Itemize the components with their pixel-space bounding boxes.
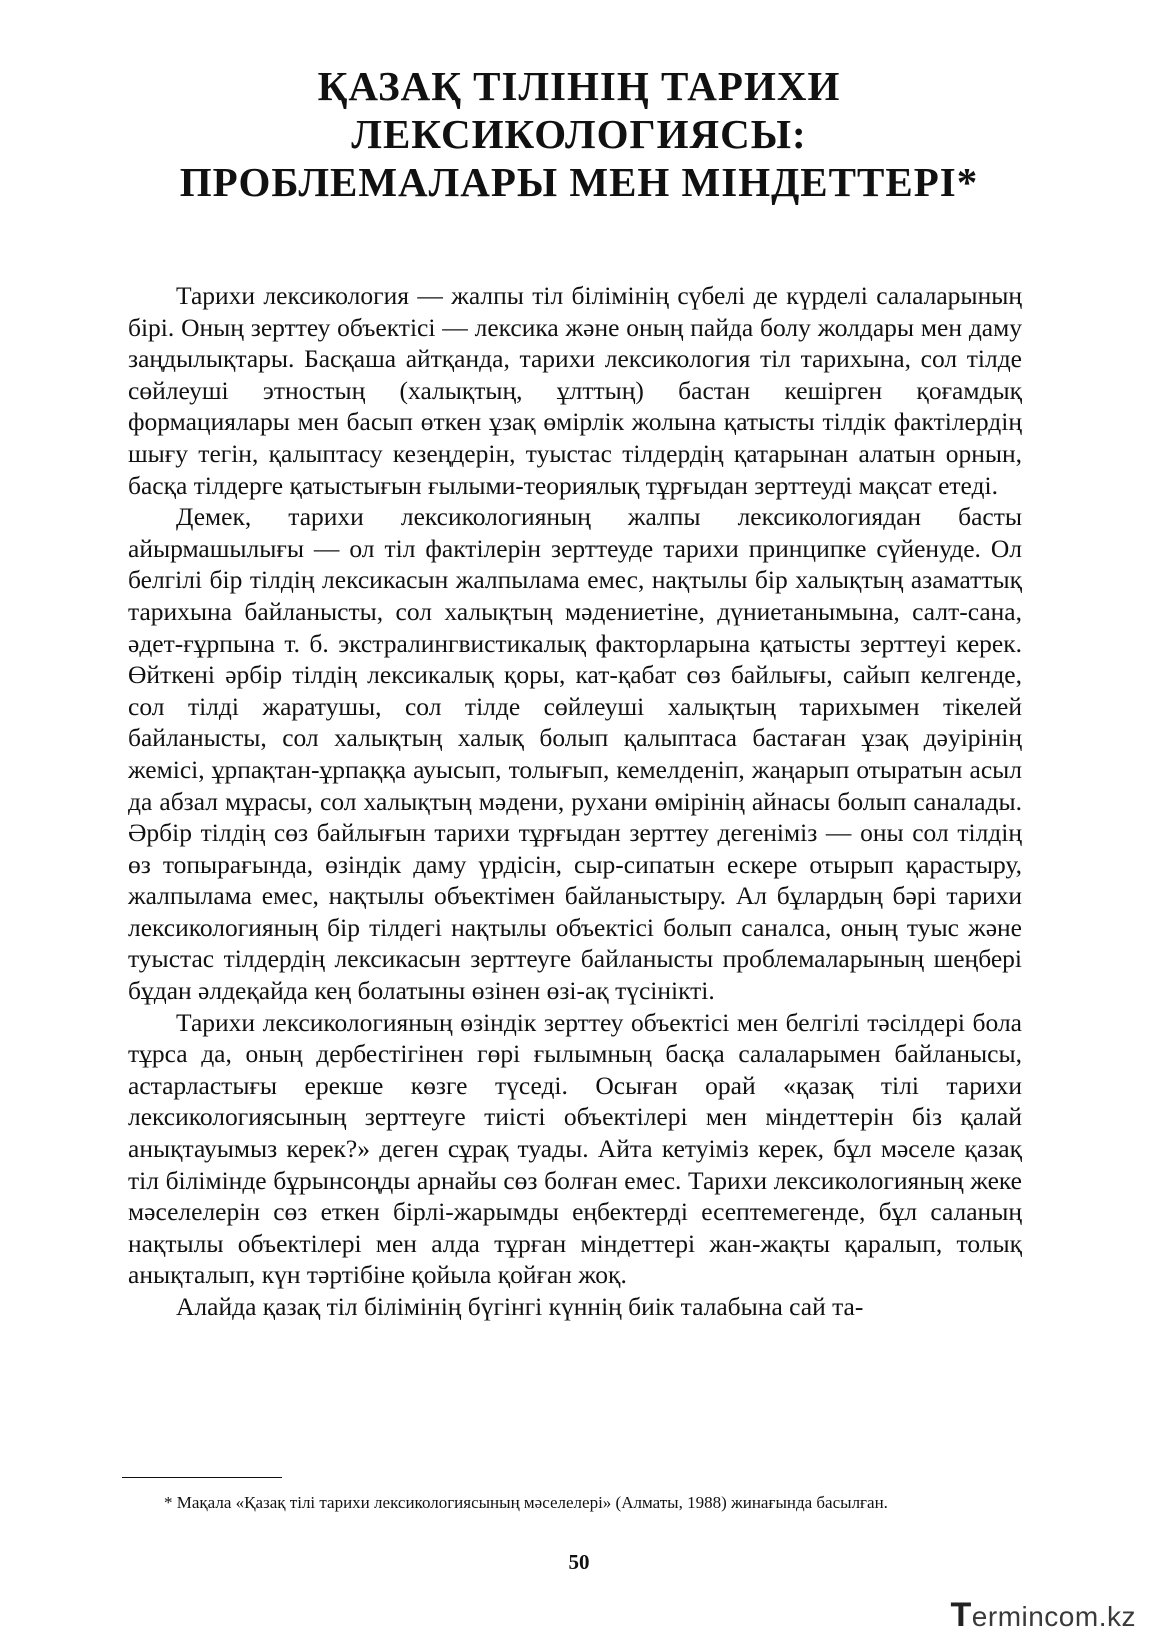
- page-number: 50: [568, 1550, 590, 1574]
- article-body: [128, 280, 1022, 1323]
- paragraph-2: Демек, тарихи лексикологияның жалпы лексикологиядан басты айырмашылығы — ол тіл фактілерін зерттеуде тарихи принципке сүйенуде. Ол белгілі бір тілдің лексикасын жалпылама емес, нақтылы бір халықтың азаматтық тарихына байланысты, сол халықтың мәдениетіне, дүниетанымына, салт-сана, әдет-ғұрпына т. б. экстралингвистикалық факторларына қатысты зерттеуі керек. Өйткені әрбір тілдің лексикалық қоры, кат-қабат сөз байлығы, сайып келгенде, сол тілді жаратушы, сол тілде сөйлеуші халықтың тарихымен тікелей байланысты, сол халықтың халық болып қалыптаса бастаған ұзақ дәуірінің жемісі, ұрпақтан-ұрпаққа ауысып, толығып, кемелденіп, жаңарып отыратын асыл да абзал мұрасы, сол халықтың мәдени, рухани өмірінің айнасы болып саналады. Әрбір тілдің сөз байлығын тарихи тұрғыдан зерттеу дегеніміз — оны сол тілдің өз топырағында, өзіндік даму үрдісін, сыр-сипатын ескере отырып қарастыру, жалпылама емес, нақтылы объектімен байланыстыру. Ал бұлардың бәрі тарихи лексикологияның бір тілдегі нақтылы объектісі болып саналса, оның туыс және туыстас тілдердің лексикасын зерттеуге байланысты проблемаларының шеңбері бұдан әлдеқайда кең болатыны өзінен өзі-ақ түсінікті.: [128, 502, 1022, 1006]
- title-line-3: ПРОБЛЕМАЛАРЫ МЕН МІНДЕТТЕРІ*: [179, 159, 979, 205]
- title-line-2: ЛЕКСИКОЛОГИЯСЫ:: [351, 111, 807, 157]
- footnote-divider: [122, 1477, 282, 1478]
- watermark-logo: [951, 1596, 1136, 1635]
- watermark-text: ermincom.kz: [971, 1601, 1136, 1632]
- paragraph-3: Тарихи лексикологияның өзіндік зерттеу объектісі мен белгілі тәсілдері бола тұрса да, оның дербестігінен гөрі ғылымның басқа салаларымен байланысы, астарластығы ерекше көзге түседі. Осыған орай «қазақ тілі тарихи лексикологиясының зерттеуге тиісті объектілері мен міндеттерін біз қалай анықтауымыз керек?» деген сұрақ туады. Айта кетуіміз керек, бұл мәселе қазақ тіл білімінде бұрынсоңды арнайы сөз болған емес. Тарихи лексикологияның жеке мәселелерін сөз еткен бірлі-жарымды еңбектерді есептемегенде, бұл саланың нақтылы объектілері мен алда тұрған міндеттері жан-жақты қаралып, толық анықталып, күн тәртібіне қойыла қойған жоқ.: [128, 1007, 1022, 1290]
- article-title: [120, 62, 1038, 206]
- footnote: * Мақала «Қазақ тілі тарихи лексикологиясының мәселелері» (Алматы, 1988) жинағында басылған.: [164, 1493, 888, 1512]
- paragraph-1: Тарихи лексикология — жалпы тіл білімінің сүбелі де күрделі салаларының бірі. Оның зерттеу объектісі — лексика және оның пайда болу жолдары мен даму заңдылықтары. Басқаша айтқанда, тарихи лексикология тіл тарихына, сол тілде сөйлеуші этностың (халықтың, ұлттың) бастан кешірген қоғамдық формациялары мен басып өткен ұзақ өмірлік жолына қатысты тілдік фактілердің шығу тегін, қалыптасу кезеңдерін, туыстас тілдердің қатарынан алатын орнын, басқа тілдерге қатыстығын ғылыми-теориялық тұрғыдан зерттеуді мақсат етеді.: [128, 281, 1022, 500]
- watermark-initial: T: [950, 1596, 972, 1634]
- paragraph-4: Алайда қазақ тіл білімінің бүгінгі күннің биік талабына сай та-: [176, 1292, 864, 1321]
- title-line-1: ҚАЗАҚ ТІЛІНІҢ ТАРИХИ: [317, 63, 841, 109]
